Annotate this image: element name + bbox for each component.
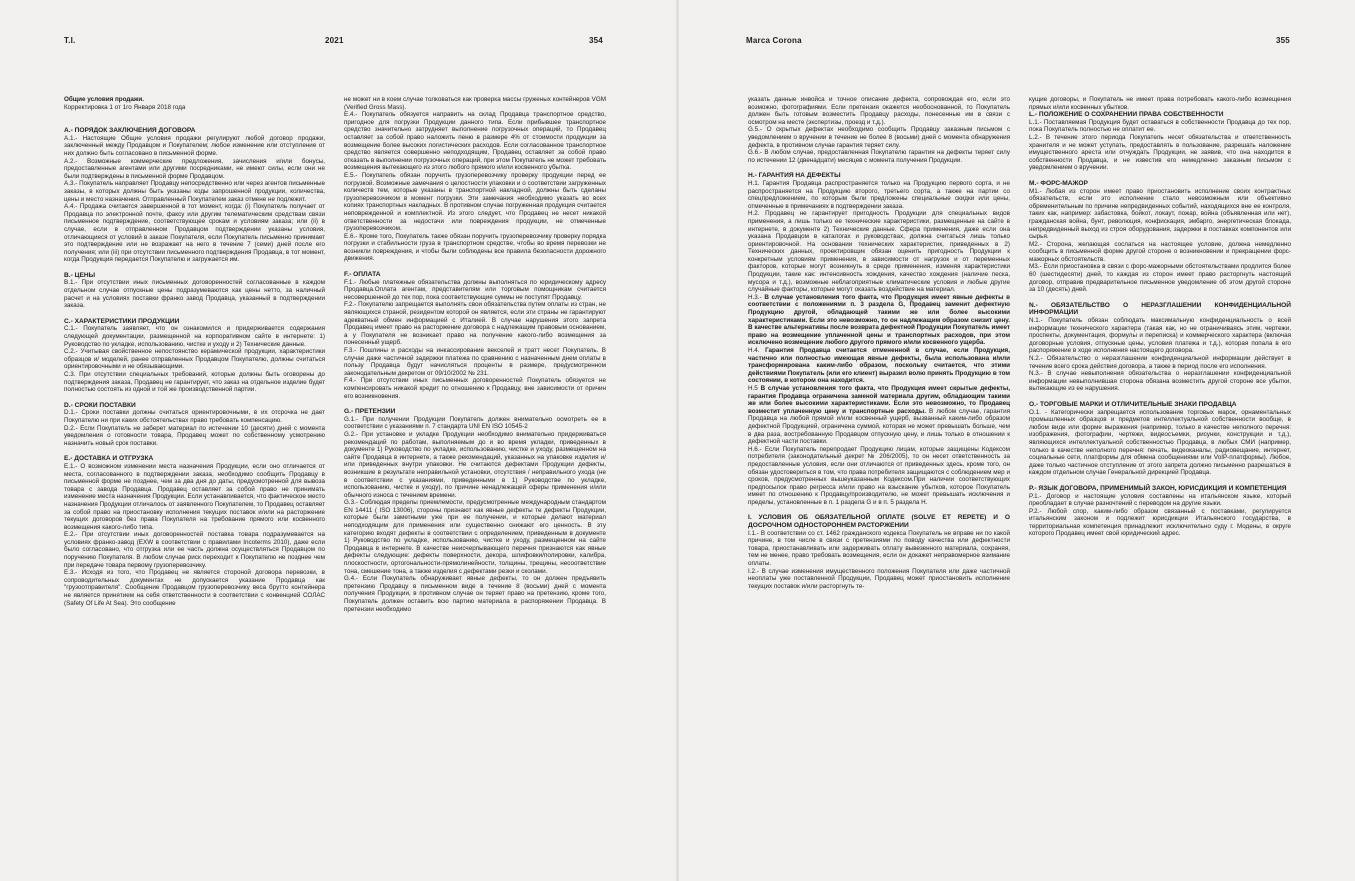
clause-g6: G.6.- В любом случае, предоставленная Покупателю гарантия на дефекты теряет силу по истечении 12 (двенадцати) месяцев с момента получения Продукции.	[748, 149, 1010, 164]
clause-e6: E.6.- Кроме того, Покупатель также обязан поручить грузоперевозчику проверку порядка погрузки и стабильности груза в транспортном средстве, чтобы во время перевозки не возникли повреждения, и чтобы были соблюдены все правила безопасности дорожного движения.	[344, 232, 606, 263]
document-revision: Корректировка 1 от 1го Января 2018 года	[64, 103, 186, 111]
clause-g2: G.2.- При установке и укладке Продукции необходимо внимательно придерживаться рекомендаций по работам, выполняемым до и во время укладки, приведенных в документе 1) Руководство по укладке, использованию, чистке и уходу, размещенном на сайте Продавца в интернете, а также рекомендаций, указанных на упаковке изделия и/или приведенных внутри упаковки. Не считаются дефектами Продукции дефекты, возникшие в результате неправильной установки, отсутствия / неправильного ухода (не в соответствии с указаниями, приведенными в 1) Руководстве по укладке, использованию, чистке и уходу), по причине ненадлежащей сферы применения и/или обычного износа с течением времени.	[344, 430, 606, 499]
clause-h5-text: В любом случае, гарантия Продавца на любой прямой и/или косвенный ущерб, вызванный каким-либо образом дефектной Продукцией, ограничена суммой, которая не может превышать больше, чем в два раза, востребованную Продавцом отпускную цену, и лишь только в отношении к дефектной части поставки.	[748, 407, 1010, 446]
clause-c1: C.1.- Покупатель заявляет, что он ознакомился и придерживается содержания следующей документации, размещенной на корпоративном сайте в интернете: 1) Руководство по укладке, использованию, чистке и уходу и 2) Технические данные.	[64, 325, 325, 348]
clause-f2: F.2.- Покупателю запрещается выполнять свои обязательства путем оплаты из стран, не являющихся страной, резидентом которой он является, если эти страны не гарантируют адекватный обмен информацией с Италией. В случае нарушения этого запрета Продавец имеет право на расторжение договора с надлежащим правовым основанием, а у Покупателя не возникает право на получение какого-либо возмещения за понесенный ущерб.	[344, 301, 606, 347]
clause-h6: H.6.- Если Покупатель перепродает Продукцию лицам, которые защищены Кодексом потребителя (законодательный декрет № 206/2005), то он несет ответственность за предоставленные условия, если они отличаются от приведенных здесь, кроме того, он обязан удостовериться в том, что права потребителя защищаются с соблюдением мер и сроков, предусмотренных вышеуказанным Кодексом.При наличии соответствующих предпосылок право регресса и/или право на взыскание убытков, которое Покупатель имеет по отношению к Продавцу/производителю, не может превышать исключения и пределы, установленные в п. 1 раздела G и в п. 5 раздела H.	[748, 445, 1010, 506]
clause-g4: G.4.- Если Покупатель обнаруживает явные дефекты, то он должен предъявить претензию Продавцу в письменном виде в течение 8 (восьми) дней с момента получения Продукции, в противном случае он теряет право на претензию, кроме того, Покупатель должен оставить всю партию материала в распоряжении Продавца. В претензии необходимо	[344, 575, 606, 613]
clause-i2: I.2.- В случае изменения имущественного положения Покупателя или даже частичной неоплаты уже поставленной Продукции, Продавец может приостановить исполнение текущих поставок и/или расторгнуть те-	[748, 567, 1010, 590]
section-h-heading: H.- ГАРАНТИЯ НА ДЕФЕКТЫ	[748, 172, 841, 180]
clause-a2: A.2.- Возможные коммерческие предложения, зачисления и/или бонусы, предоставленные агентами или другими посредниками, не имеют силы, если они не были подтверждены в письменной форме Продавцом.	[64, 157, 325, 180]
clause-d2: D.2.- Если Покупатель не заберет материал по истечении 10 (десяти) дней с момента уведомления о готовности товара, Продавец может по собственному усмотрению назначить новый срок поставки.	[64, 424, 325, 447]
clause-b1: B.1.- При отсутствии иных письменных договоренностей согласованные в каждом отдельном случае отпускные цены подразумеваются как цены нетто, за наличный расчет и на условиях поставки франко завод Продавца, указанный в подтверждении заказа.	[64, 279, 325, 310]
clause-f3: F.3.- Пошлины и расходы на инкассирование векселей и тратт несет Покупатель. В случае даже частичной задержки платежа по сравнению с назначенным днем оплаты в пользу Продавца будут начисляться проценты в размере, предусмотренном законодательным декретом от 09/10/2002 № 231.	[344, 347, 606, 377]
section-f-heading: F.- ОПЛАТА	[344, 271, 381, 279]
document-title: Общие условия продажи.	[64, 96, 144, 103]
clause-h3-text: В случае установления того факта, что Продукция имеет явные дефекты в соответствии с положениями п. 3 раздела G, Продавец заменит дефектную Продукцию другой, обладающей такими же или более высокими характеристиками. Если это невозможно, то он надлежащим образом снизит цену. В качестве альтернативы после возврата дефектной Продукции Покупатель имеет право на возмещение уплаченной цены и транспортных расходов, при этом исключено возмещение любого другого прямого и/или косвенного ущерба.	[748, 293, 1010, 347]
clause-m2: M2.- Сторона, желающая сослаться на настоящее условие, должна немедленно сообщить в письменной форме другой стороне о возникновении и прекращении форс-мажорных обстоятельств.	[1029, 240, 1291, 263]
clause-h4	[748, 347, 1010, 385]
section-o-heading: O.- ТОРГОВЫЕ МАРКИ И ОТЛИЧИТЕЛЬНЫЕ ЗНАКИ ПРОДАВЦА	[1029, 400, 1237, 408]
clause-e2: E.2.- При отсутствии иных договоренностей поставка товара подразумевается на условиях франко-завод (EXW в соответствии с правилами Incoterms 2010), даже если было согласовано, что отгрузка или ее часть должна осуществляться Продавцом по поручению Покупателя. В любом случае риск переходит к Покупателю не позднее чем при передаче товара первому грузоперевозчику.	[64, 531, 325, 569]
column-3	[748, 96, 1010, 856]
header-right-page-number: 355	[1276, 36, 1290, 45]
clause-i1: I.1.- В соответствии со ст. 1462 гражданского кодекса Покупатель не вправе ни по какой причине, в том числе в связи с претензиями по поводу качества или дефектности товара, приостанавливать или задерживать оплату вывезенного материала, сохраняя, тем не менее, право требовать возмещения, если он докажет неправомерное взимание оплаты.	[748, 529, 1010, 568]
clause-h4-number: H.4.	[748, 347, 766, 354]
clause-a3: A.3.- Покупатель направляет Продавцу непосредственно или через агентов письменные заказы, в которых должны быть указаны коды запрошенной продукции, количества, цены и место назначения. Отправленный Покупателем заказ отмене не подлежит.	[64, 180, 325, 203]
clause-c3: C.3. При отсутствии специальных требований, которые должны быть оговорены до подтверждения заказа, Продавец не гарантирует, что заказ на отдельное изделие будет полностью состоять из одной и той же производственной партии.	[64, 371, 325, 394]
column-4	[1029, 96, 1291, 856]
clause-h1: H.1. Гарантия Продавца распространяется только на Продукцию первого сорта, и не распространяется на Продукцию второго, третьего сорта, а также на партии со спецпредложением, по которым были предложены специальные скидки или цены, отмеченные в примечаниях в подтверждении заказа.	[748, 179, 1010, 210]
column-2	[344, 96, 606, 856]
clause-h3	[748, 294, 1010, 347]
header-right-brand: Marca Corona	[746, 36, 802, 45]
section-l-heading: L.- ПОЛОЖЕНИЕ О СОХРАНЕНИИ ПРАВА СОБСТВЕННОСТИ	[1029, 111, 1224, 119]
clause-a4: A.4.- Продажа считается завершенной в тот момент, когда: (i) Покупатель получает от Продавца по электронной почте, факсу или другим телематическим средствам связи письменное подтверждение, соответствующее срокам и условиям заказа; или (ii) в случае, если в отправленном Продавцом подтверждении указаны условия, отличающиеся от условий в заказе Покупателя, если Покупатель письменно принимает это подтверждение или не возражает на него в течение 7 (семи) дней после его получения; или (iii) при отсутствии письменного подтверждения Продавца, в тот момент, когда Продукция передается Покупателю и загружается им.	[64, 203, 325, 264]
clause-n2: N.2.- Обязательство о неразглашении конфиденциальной информации действует в течение всего срока действия договора, а также в период после его исполнения.	[1029, 355, 1291, 370]
column-1	[64, 96, 325, 856]
clause-h5-bold-text: В случае установления того факта, что Продукция имеет скрытые дефекты, гарантия Продавца ограничена заменой материала другим, обладающим такими же или более высокими характеристиками. Если это невозможно, то Продавец возместит уплаченную цену и транспортные расходы.	[748, 384, 1010, 415]
section-p-heading: P.- ЯЗЫК ДОГОВОРА, ПРИМЕНИМЫЙ ЗАКОН, ЮРИСДИКЦИЯ И КОМПЕТЕНЦИЯ	[1029, 484, 1287, 492]
clause-p1: P.1.- Договор и настоящие условия составлены на итальянском языке, который преобладает в случае разночтений с переводом на другие языки.	[1029, 492, 1291, 508]
clause-m1: M1.- Любая из сторон имеет право приостановить исполнение своих контрактных обязательств, если это исполнение стало невозможным или объективно обременительным по причине непредвиденных событий, находящихся вне ее контроля, таких как, например: забастовка, бойкот, локаут, пожар, война (объявленная или нет), гражданская война, бунт, революция, конфискация, эмбарго, энергетическая блокада, непредвиденный выход из строя оборудования, задержки в поставках компонентов или сырья.	[1029, 187, 1291, 241]
header-left-title: T.I.	[64, 36, 76, 45]
clause-g5: G.5.- О скрытых дефектах необходимо сообщить Продавцу заказным письмом с уведомлением о вручении в течение не более 8 (восьми) дней с момента обнаружения дефекта, в противном случае гарантия теряет силу.	[748, 126, 1010, 149]
clause-e1: E.1.- О возможном изменении места назначения Продукции, если оно отличается от места, согласованного в подтверждении заказа, необходимо сообщить Продавцу в письменной форме не позднее, чем за два дня до даты, предусмотренной для вывоза товара с завода Продавца. Продавец оставляет за собой право не принимать изменение места назначения Продукции. Если устанавливается, что фактическое место назначения Продукции отличалось от заявленного Покупателем, то Продавец оставляет за собой право на приостановку исполнения текущих поставок и/или на расторжение текущих договоров без права Покупателя на требование прямого или косвенного возмещения какого-либо типа.	[64, 462, 325, 531]
book-gutter	[676, 0, 679, 881]
section-d-heading: D.- СРОКИ ПОСТАВКИ	[64, 401, 136, 409]
clause-e5: E.5.- Покупатель обязан поручить грузоперевозчику проверку продукции перед ее погрузкой. Возможные замечания о целостности упаковки и о соответствии загруженных количеств тем, которые указаны в транспортной накладной, должны быть сделаны грузоперевозчиком в момент погрузки. Эти замечания необходимо указать во всех копиях транспортных накладных. В противном случае погруженная продукция считается неповрежденной и комплектной. Из этого следует, что Продавец не несет никакой ответственности за недостачи или повреждения продукции, не отмеченные грузоперевозчиком.	[344, 171, 606, 233]
clause-g4-continued: указать данные инвойса и точное описание дефекта, сопровождая его, если это возможно, фотографиями. Если претензия окажется необоснованной, то Покупатель должен быть готовым возместить Продавцу расходы, понесенные им в связи с осмотром на месте (экспертизы, проезд и т.д.).	[748, 96, 1010, 126]
clause-h5-number: H.5	[748, 384, 761, 392]
clause-h5	[748, 385, 1010, 446]
clause-m3: M3.- Если приостановка в связи с форс-мажорными обстоятельствами продлится более 60 (шестидесяти) дней, то каждая из сторон имеет право расторгнуть настоящий договор, отправив предварительное письменное уведомление об этом другой стороне за 10 (десять) дней.	[1029, 263, 1291, 294]
section-i-heading: I. УСЛОВИЯ ОБ ОБЯЗАТЕЛЬНОЙ ОПЛАТЕ (SOLVE ET REPETE) И О ДОСРОЧНОМ ОДНОСТОРОННЕМ РАСТОРЖЕНИИ	[748, 514, 1010, 530]
clause-l2: L.2.- В течение этого периода Покупатель несет обязательства и ответственность хранителя и не может уступать, предоставлять в пользование, разрешать наложение имущественного ареста или отчуждать Продукции, не заявив, что она находится в собственности Продавца, и не известив его немедленно заказным письмом с уведомлением о вручении.	[1029, 133, 1291, 172]
clause-e3: E.3.- Исходя из того, что Продавец не является стороной договора перевозки, в сопроводительных документах не допускается указание Продавца как "грузоотправителя". Сообщение Продавцом грузоперевозчику веса брутто контейнера не является принятием на себя ответственности в соответствии с конвенцией СОЛАС (Safety Of Life At Sea). Это сообщение	[64, 569, 325, 607]
clause-h3-number: H.3.-	[748, 293, 765, 301]
clause-e4: E.4.- Покупатель обязуется направить на склад Продавца транспортное средство, пригодное для погрузки Продукции данного типа. Если прибывшее транспортное средство значительно затрудняет выполнение погрузочных операций, то Продавец оставляет за собой право наложить пеню в размере 4% от стоимости продукции за возмещение более высоких логистических расходов. Если согласованное транспортное средство является совершенно неподходящим, Продавец оставляет за собой право отказать в выполнении погрузочных операций, при этом Покупатель не может требовать возмещения вытекающего из этого любого прямого и/или косвенного убытка.	[344, 111, 606, 172]
clause-n1: N.1.- Покупатель обязан соблюдать максимальную конфиденциальность о всей информации технического характера (такая как, но не ограничиваясь этим, чертежи, проспекты, документация, формулы и переписка) и коммерческого характера (включая договорные условия, отпускные цены, условия платежа и т.д.), которая попала в его распоряжение в ходе исполнения настоящего договора.	[1029, 317, 1291, 355]
clause-f1: F.1.- Любые платежные обязательства должны выполняться по юридическому адресу Продавца.Оплата агентам, представителям или торговым помощникам считается несовершенной до тех пор, пока соответствующие суммы не поступят Продавцу.	[344, 278, 606, 301]
clause-c2: C.2.- Учитывая свойственное непостоянство керамической продукции, характеристики образцов и/ моделей, ранее отправленных Продавцом Покупателю, должны считаться ориентировочными и не обязывающими.	[64, 348, 325, 371]
clause-g3: G.3.- Соблюдая пределы приемлемости, предусмотренные международным стандартом EN 14411 ( ISO 13006), стороны признают как явные дефекты те дефекты Продукции, которые были заметными уже при ее получении, и которые делают материал неподходящим для применения или существенно снижают его ценность. В эту категорию входят дефекты в соответствии с определением, приведенным в документе 1) Руководство по укладке, использованию, чистке и уходу, размещенном на сайте Продавца в интернете. В качестве неисчерпывающего перечня признаются как явные дефекты следующие: дефекты поверхности, декора, шлифовки/полировки, калибра, плоскостности, ортогональности-прямолинейности, толщины, трещины, несоответствие тона, смешение тона, а также изделия с дефектами резки и сколами.	[344, 499, 606, 575]
clause-g1: G.1.- При получении Продукции Покупатель должен внимательно осмотреть ее в соответствии с указаниями п. 7 стандарта UNI EN ISO 10545-2	[344, 415, 606, 431]
header-left-page-number: 354	[589, 36, 603, 45]
section-c-heading: C.- ХАРАКТЕРИСТИКИ ПРОДУКЦИИ	[64, 317, 180, 325]
clause-n3: N.3.- В случае невыполнения обязательства о неразглашении конфиденциальной информации невыполнившая сторона обязана возместить другой стороне все убытки, вытекающие из ее нарушения.	[1029, 370, 1291, 393]
clause-l1: L.1.- Поставляемая Продукция будет оставаться в собственности Продавца до тех пор, пока Покупатель полностью не оплатит ее.	[1029, 118, 1291, 134]
header-left-year: 2021	[325, 36, 344, 45]
clause-e3-continued: не может ни в коем случае толковаться как проверка массы груженых контейнеров VGM (Verified Gross Mass).	[344, 96, 606, 111]
clause-h2: H.2. Продавец не гарантирует пригодность Продукции для специальных видов применения, а лишь только ее технические характеристики, размещенные на сайте в интернете, в документе 2) Технические данные. Сфера применения, даже если она указана Продавцом в каталогах и руководствах, должна считаться лишь только ориентировочной. На основании технических характеристик, приведенных в 2) Технических данных, проектировщик обязан оценить пригодность Продукции к конкретным условиям применения, в зависимости от нагрузок и от переменных факторов, которые могут возникнуть в среде применения, изменяя характеристики Продукции, такие как: интенсивность хождения, качество хождения (наличие песка, мусора и т.д.), возможные неблагоприятные климатические условия и любые другие случайные факторы, которые могут оказать воздействие на материал.	[748, 210, 1010, 294]
section-n-heading: N.- ОБЯЗАТЕЛЬСТВО О НЕРАЗГЛАШЕНИИ КОНФИДЕНЦИАЛЬНОЙ ИНФОРМАЦИИ	[1029, 301, 1291, 317]
section-e-heading: E.- ДОСТАВКА И ОТГРУЗКА	[64, 455, 154, 463]
clause-h4-text: Гарантия Продавца считается отмененной в случае, если Продукция, частично или полностью имеющая явные дефекты, была использована и/или трансформирована каким-либо образом, поскольку считается, что этими действиями Покупатель (или его клиент) выразил волю принять Продукцию в том состоянии, в котором она находится.	[748, 347, 1010, 385]
section-g-heading: G.- ПРЕТЕНЗИИ	[344, 408, 396, 416]
clause-p2: P.2.- Любой спор, каким-либо образом связанный с поставками, регулируется итальянским законом и подлежит юрисдикции Итальянского государства, в территориальная компетенция принадлежит исключительно суду г. Модены, в округе которого Продавец имеет свой юридический адрес.	[1029, 507, 1291, 538]
clause-f4: F.4.- При отсутствии иных письменных договоренностей Покупатель обязуется не компенсировать никакой кредит по отношению к Продавцу, вне зависимости от причин его возникновения.	[344, 377, 606, 400]
clause-o1: O.1. - Категорически запрещается использование торговых марок, орнаментальных промышленных образцов и предметов интеллектуальной собственности вообще, в любом виде или форме выражения (например, только в качестве неполного перечня: изображения, фотографии, чертежи, видеосъемки, рисунки, конструкции и т.д.), являющихся интеллектуальной собственностью Продавца, в любых СМИ (например, только в качестве неполного перечня: печать, видеоканалы, радиовещание, интернет, социальные сети, платформы для обмена сообщениями или VoIP-платформы). Любое, даже только частичное отступление от этого запрета должно письменно разрешаться в каждом отдельном случае Генеральной дирекцией Продавца.	[1029, 408, 1291, 477]
section-a-heading: A.- ПОРЯДОК ЗАКЛЮЧЕНИЯ ДОГОВОРА	[64, 127, 196, 135]
section-m-heading: M.- ФОРС-МАЖОР	[1029, 179, 1088, 187]
section-b-heading: B.- ЦЕНЫ	[64, 271, 96, 279]
clause-d1: D.1.- Сроки поставки должны считаться ориентировочными, в их отсрочка не дает Покупателю ни при каких обстоятельствах право требовать компенсацию.	[64, 409, 325, 424]
clause-i2-continued: кущие договоры, и Покупатель не имеет права потребовать какого-либо возмещения прямых и/или косвенных убытков.	[1029, 96, 1291, 111]
clause-a1: A.1.- Настоящие Общие условия продажи регулируют любой договор продажи, заключенный между Продавцом и Покупателем; любое изменение или отступление от них должно быть согласовано в письменной форме.	[64, 134, 325, 157]
